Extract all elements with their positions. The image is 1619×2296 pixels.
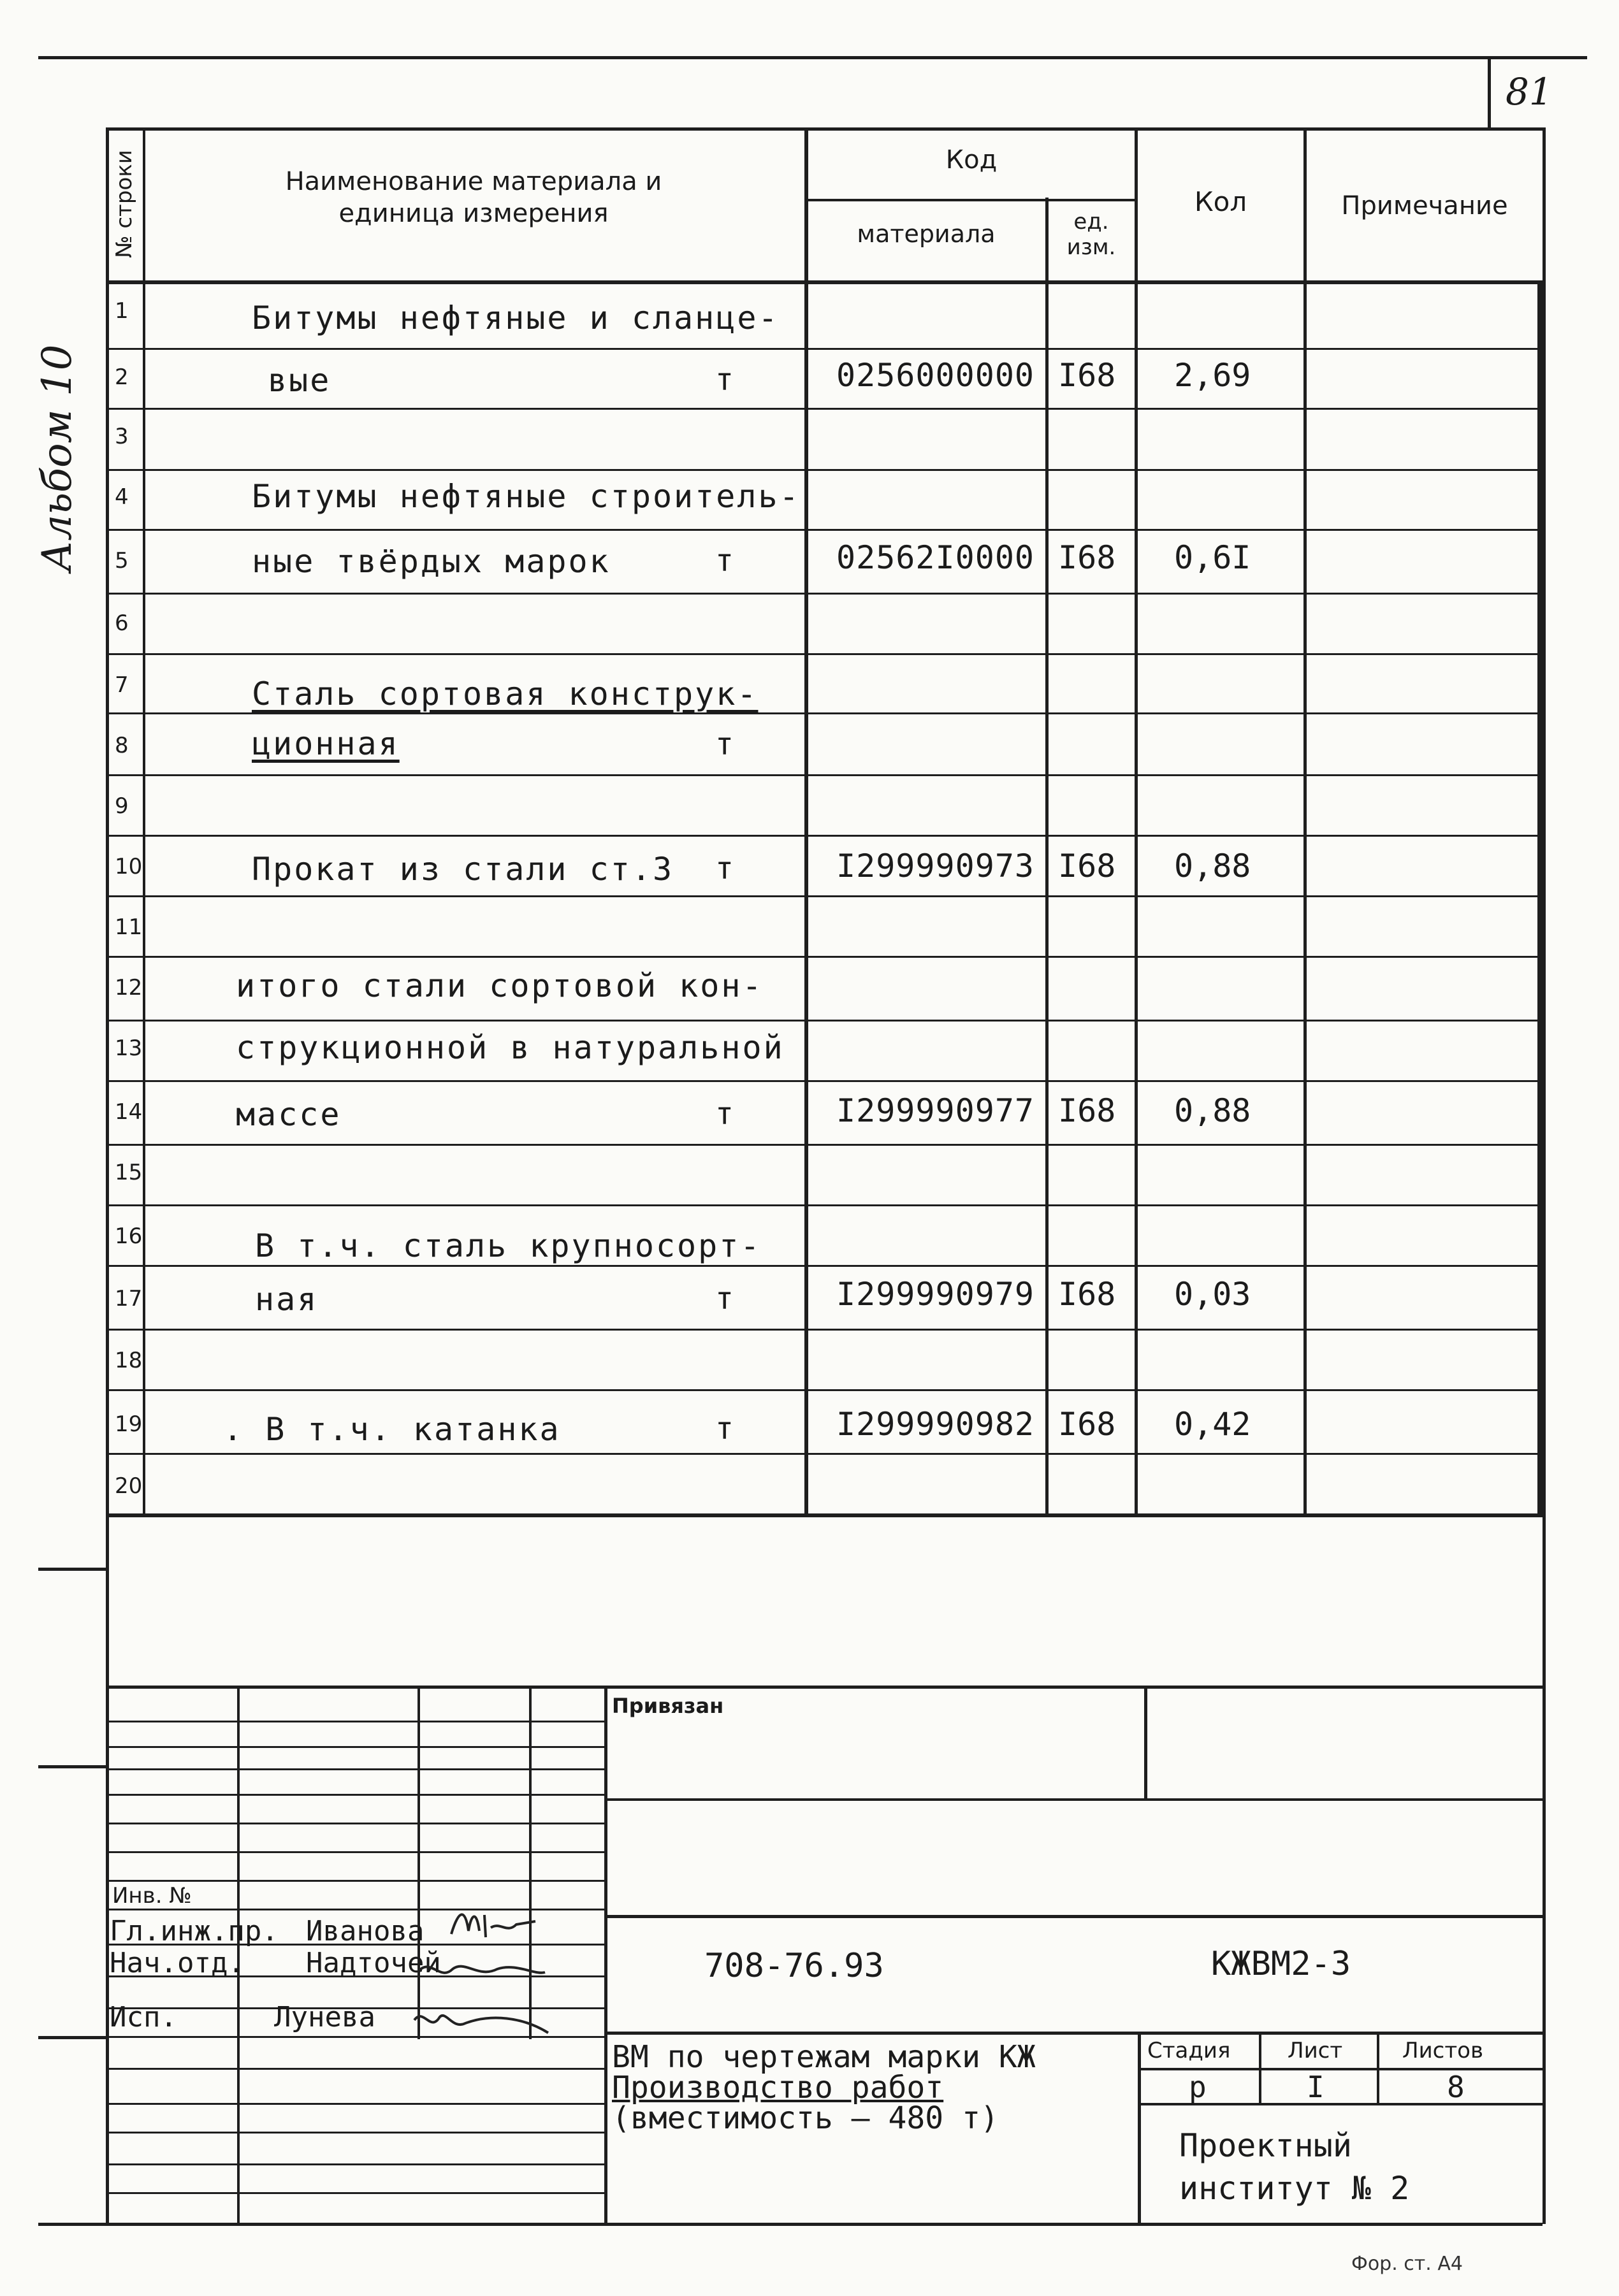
staff-name: Иванова — [306, 1915, 425, 1947]
top-rule — [38, 56, 1587, 59]
tb-stage-v3 — [1377, 2032, 1379, 2105]
unit: т — [715, 1411, 734, 1447]
staff-name: Лунева — [274, 2001, 375, 2033]
title-block-rule — [106, 2163, 604, 2165]
quantity: 2,69 — [1174, 357, 1251, 394]
unit: т — [715, 1281, 734, 1317]
material-code: I299990977 — [836, 1092, 1035, 1129]
header-code-material: материала — [857, 220, 996, 248]
row-number: 16 — [115, 1224, 143, 1249]
header-top — [106, 127, 1543, 131]
material-code: 02562I0000 — [836, 539, 1035, 576]
header-qty: Кол — [1194, 186, 1247, 217]
header-name-line2: единица измерения — [338, 199, 609, 228]
material-name: Битумы нефтяные строитель- — [252, 478, 801, 515]
row-separator — [106, 1144, 1543, 1146]
row-separator — [106, 348, 1543, 350]
material-name: . В т.ч. катанка — [223, 1411, 561, 1448]
title-block-rule — [106, 1794, 604, 1796]
org-line1: Проектный — [1179, 2127, 1352, 2164]
row-number: 14 — [115, 1099, 143, 1125]
sheet-value: I — [1307, 2070, 1325, 2104]
tb-stage-v2 — [1259, 2032, 1261, 2105]
staff-name: Надточей — [306, 1947, 441, 1979]
material-name: В т.ч. сталь крупносорт- — [255, 1227, 762, 1264]
row-number: 19 — [115, 1412, 143, 1437]
unit-code: I68 — [1058, 1276, 1116, 1313]
material-name: ционная — [252, 725, 400, 762]
row-separator — [106, 774, 1543, 776]
row-separator — [106, 712, 1543, 714]
unit-code: I68 — [1058, 357, 1116, 394]
material-name: струкционной в натуральной — [236, 1029, 785, 1066]
description-line2: Производство работ — [612, 2070, 944, 2105]
row-separator — [106, 408, 1543, 410]
margin-box-low — [38, 2036, 108, 2039]
material-code: 0256000000 — [836, 357, 1035, 394]
staff-role: Исп. — [110, 2001, 177, 2033]
inv-no-label: Инв. № — [112, 1883, 192, 1909]
header-code-unit-2: изм. — [1066, 235, 1116, 260]
material-name: ные твёрдых марок — [252, 543, 611, 580]
margin-box-top — [38, 1568, 108, 1571]
stage-value: р — [1189, 2070, 1207, 2104]
title-block-rule — [106, 2103, 604, 2105]
row-number: 3 — [115, 424, 129, 449]
row-separator — [106, 1020, 1543, 1022]
tb-privyazan-bottom — [604, 1798, 1543, 1801]
material-code: I299990982 — [836, 1406, 1035, 1443]
header-code-split — [804, 199, 1136, 201]
row-number: 13 — [115, 1036, 143, 1061]
tb-desc-top — [604, 2032, 1543, 2035]
row-number: 10 — [115, 854, 143, 879]
doc-code: 708-76.93 — [704, 1947, 884, 1985]
material-name: итого стали сортовой кон- — [236, 967, 764, 1004]
table-bottom — [106, 1513, 1543, 1517]
stage-label: Стадия — [1147, 2038, 1231, 2063]
tb-bottom — [38, 2223, 1543, 2226]
row-number: 6 — [115, 610, 129, 636]
header-bottom — [106, 280, 1543, 284]
row-number: 8 — [115, 733, 129, 758]
sheets-value: 8 — [1447, 2070, 1465, 2104]
title-block-rule — [106, 2068, 604, 2070]
title-block-rule — [106, 1746, 604, 1748]
title-block-rule — [106, 2132, 604, 2134]
unit-code: I68 — [1058, 1406, 1116, 1443]
row-number: 17 — [115, 1286, 143, 1311]
row-number: 18 — [115, 1348, 143, 1373]
unit: т — [715, 726, 734, 762]
page-number: 81 — [1506, 70, 1553, 113]
row-number: 20 — [115, 1473, 143, 1499]
material-code: I299990973 — [836, 848, 1035, 884]
row-number: 12 — [115, 975, 143, 1000]
page-number-box-left — [1488, 57, 1491, 127]
material-name: ная — [255, 1281, 319, 1318]
row-separator — [106, 1265, 1543, 1267]
row-separator — [106, 1389, 1543, 1391]
org-line2: институт № 2 — [1179, 2170, 1410, 2207]
quantity: 0,6I — [1174, 539, 1251, 576]
unit-code: I68 — [1058, 848, 1116, 884]
album-label: Альбом 10 — [34, 344, 81, 572]
title-block-rule — [106, 1851, 604, 1853]
row-number: 1 — [115, 298, 129, 324]
sheet-label: Лист — [1288, 2038, 1343, 2063]
signature-icon — [414, 1950, 548, 1988]
material-name: Битумы нефтяные и сланце- — [252, 300, 780, 336]
description-line3: (вместимость – 480 т) — [612, 2100, 999, 2136]
sheet-code: КЖВМ2-3 — [1211, 1945, 1351, 1983]
row-number: 11 — [115, 914, 143, 940]
tb-v4 — [604, 1686, 607, 2224]
col-qty-divider — [1135, 127, 1138, 1517]
header-code: Код — [945, 145, 998, 175]
material-code: I299990979 — [836, 1276, 1035, 1313]
row-separator — [106, 1080, 1543, 1082]
title-block-rule — [106, 1823, 604, 1824]
header-name-line1: Наименование материала и — [285, 167, 662, 196]
row-separator — [106, 956, 1543, 958]
row-number: 4 — [115, 484, 129, 510]
format-note: Фор. ст. А4 — [1351, 2253, 1463, 2275]
header-note: Примечание — [1341, 191, 1508, 220]
unit: т — [715, 851, 734, 886]
unit-code: I68 — [1058, 539, 1116, 576]
staff-role: Нач.отд. — [110, 1947, 245, 1979]
quantity: 0,03 — [1174, 1276, 1251, 1313]
title-block-rule — [106, 1721, 604, 1722]
material-name: Сталь сортовая конструк- — [252, 675, 759, 712]
title-block-rule — [106, 1768, 604, 1770]
row-separator — [106, 469, 1543, 471]
row-number: 15 — [115, 1160, 143, 1185]
row-number: 5 — [115, 548, 129, 574]
quantity: 0,42 — [1174, 1406, 1251, 1443]
col-rowno-divider — [143, 127, 145, 1517]
col-note-divider — [1303, 127, 1307, 1517]
col-name-divider — [804, 127, 808, 1517]
title-block-rule — [106, 1880, 604, 1882]
title-block-rule — [106, 2192, 604, 2194]
row-separator — [106, 895, 1543, 897]
unit: т — [715, 1096, 734, 1132]
description-line1: ВМ по чертежам марки КЖ — [612, 2039, 1036, 2075]
tb-v5 — [1144, 1686, 1147, 1800]
col-note-right — [1537, 280, 1543, 1517]
row-separator — [106, 1204, 1543, 1206]
material-name: массе — [236, 1096, 342, 1133]
sheets-label: Листов — [1402, 2038, 1484, 2063]
header-row-no: № строки — [112, 150, 137, 258]
row-separator — [106, 529, 1543, 531]
tb-code-top — [604, 1915, 1543, 1918]
signature-icon — [408, 2007, 555, 2042]
row-number: 9 — [115, 793, 129, 819]
unit-code: I68 — [1058, 1092, 1116, 1129]
signature-icon — [446, 1902, 542, 1947]
tb-top — [106, 1686, 1543, 1689]
row-separator — [106, 653, 1543, 655]
quantity: 0,88 — [1174, 1092, 1251, 1129]
quantity: 0,88 — [1174, 848, 1251, 884]
header-code-unit-1: ед. — [1073, 209, 1109, 235]
margin-box-mid — [38, 1765, 108, 1768]
unit: т — [715, 543, 734, 579]
unit: т — [715, 362, 734, 398]
staff-role: Гл.инж.пр. — [110, 1915, 279, 1947]
row-number: 7 — [115, 672, 129, 698]
col-ed-divider — [1045, 198, 1049, 1517]
row-number: 2 — [115, 365, 129, 390]
row-separator — [106, 835, 1543, 837]
table-right-border — [1543, 127, 1546, 2224]
material-name: Прокат из стали ст.3 — [252, 851, 674, 888]
row-separator — [106, 593, 1543, 595]
row-separator — [106, 1329, 1543, 1331]
privyazan-label: Привязан — [612, 1694, 724, 1718]
row-separator — [106, 1453, 1543, 1455]
material-name: вые — [268, 362, 331, 399]
tb-stage-v — [1138, 2032, 1141, 2224]
